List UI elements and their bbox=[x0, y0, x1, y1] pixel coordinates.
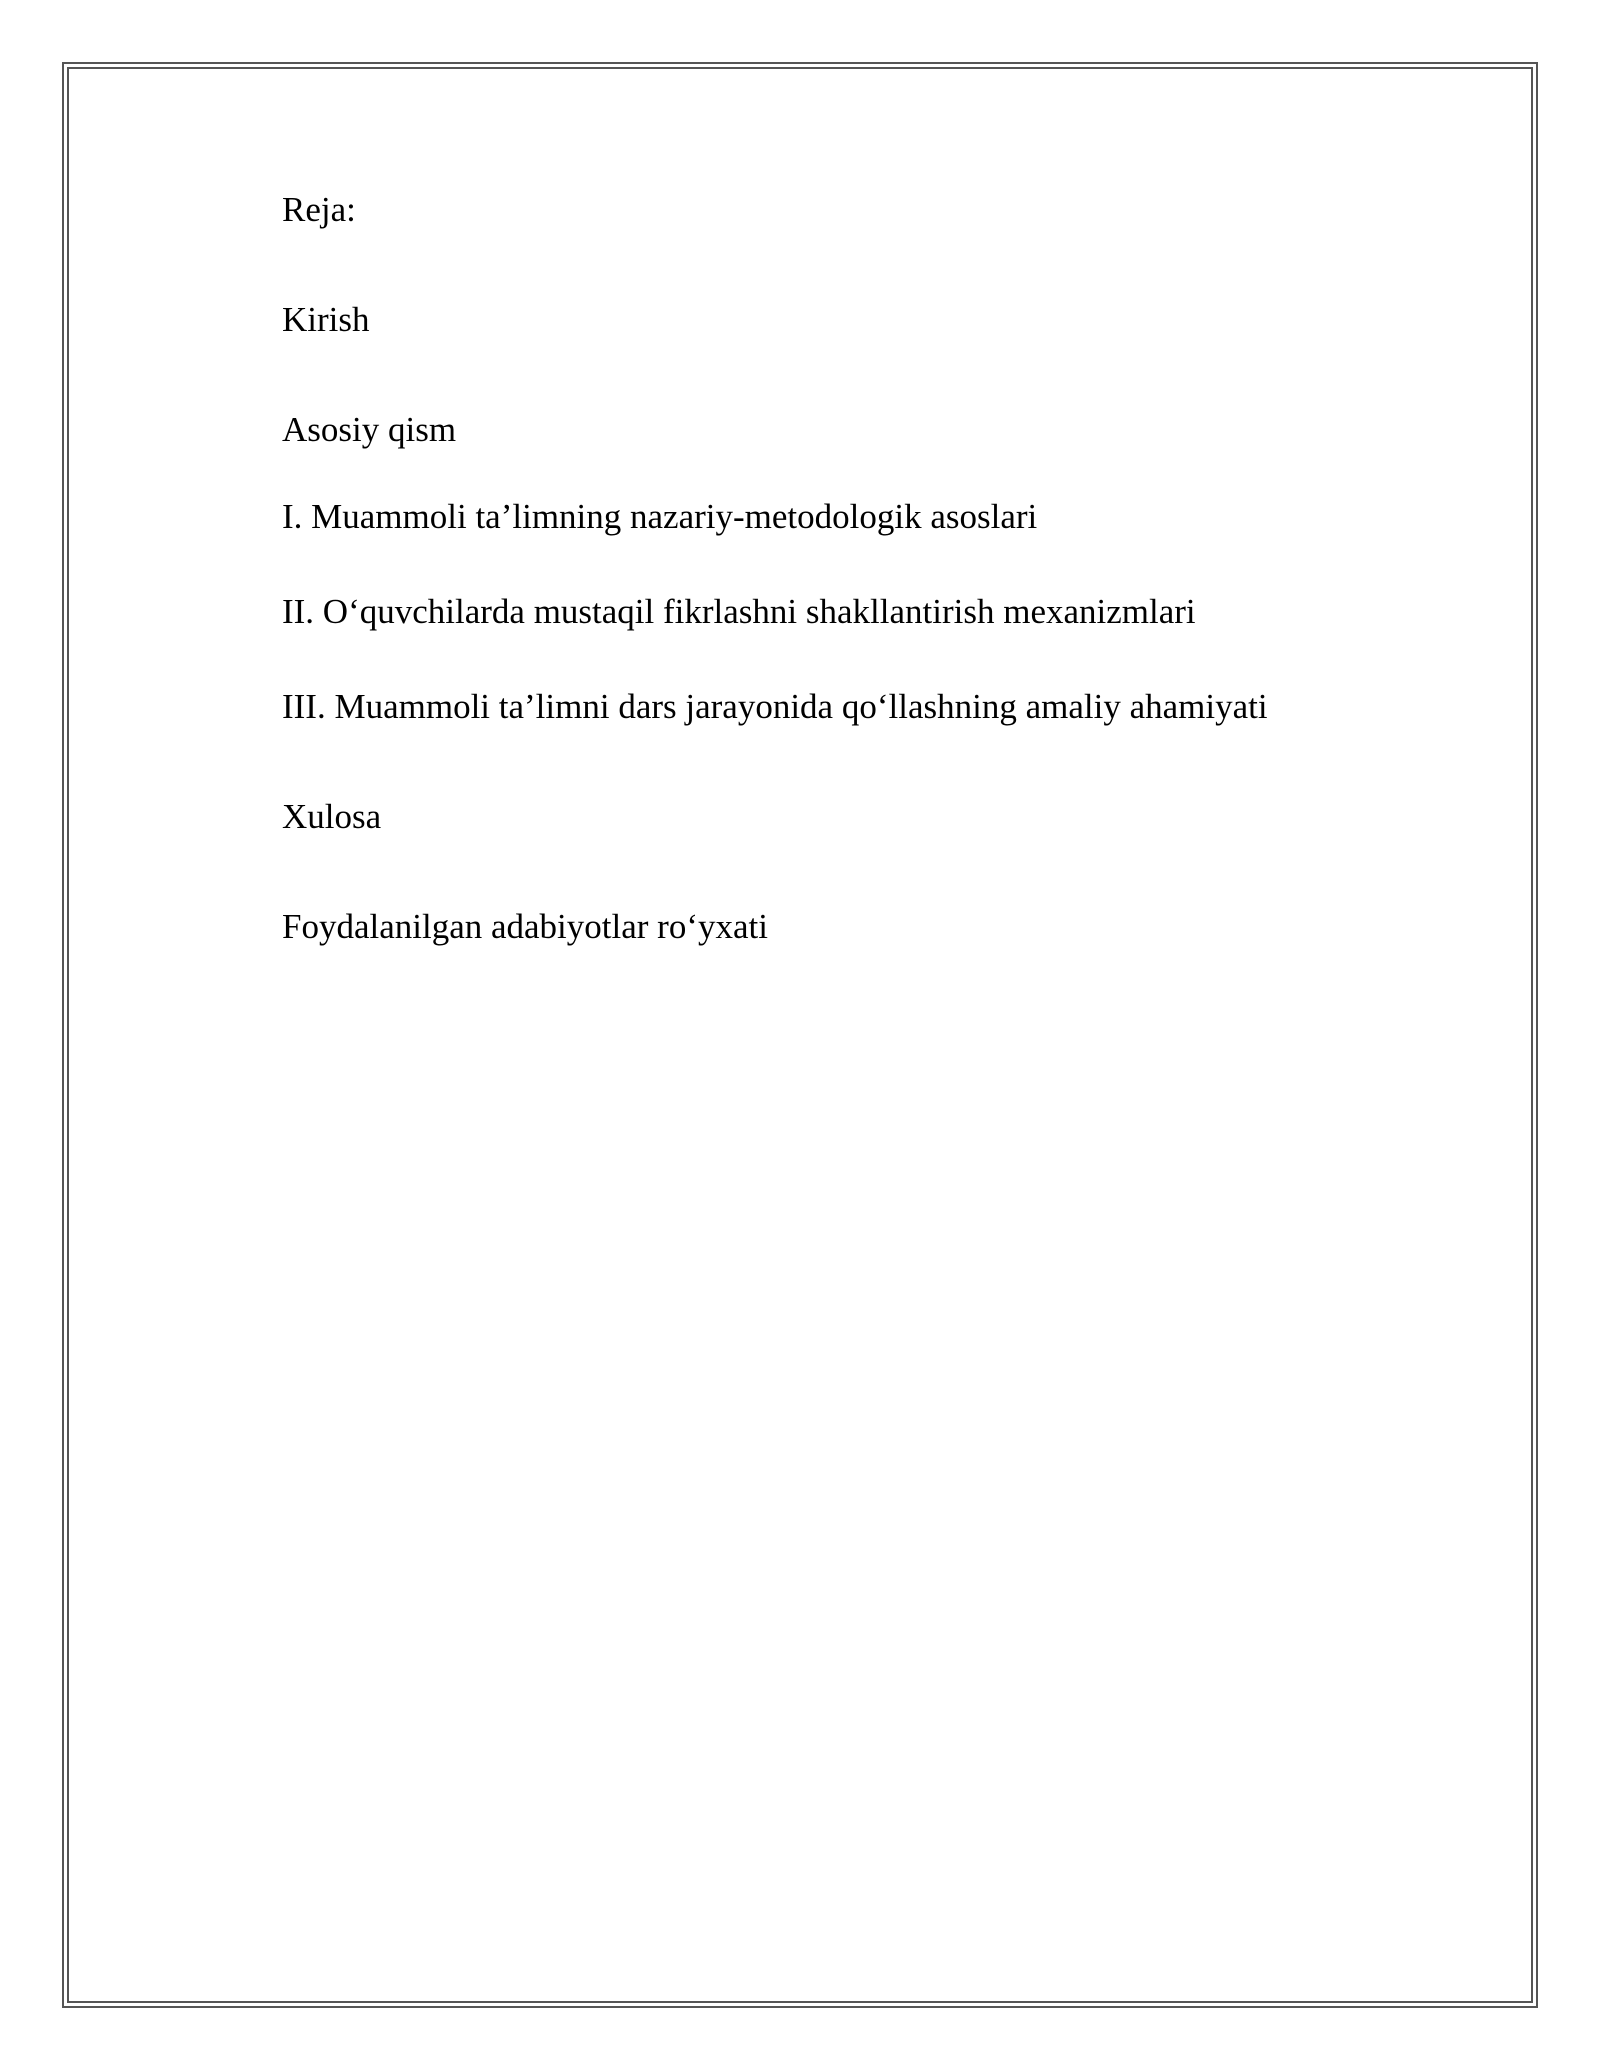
plan-item-references: Foydalanilgan adabiyotlar ro‘yxati bbox=[282, 907, 768, 946]
plan-item-main-part: Asosiy qism bbox=[282, 410, 457, 449]
plan-item-introduction: Kirish bbox=[282, 300, 370, 339]
plan-item-conclusion: Xulosa bbox=[282, 797, 382, 836]
plan-item-section-2: II. O‘quvchilarda mustaqil fikrlashni shakllantirish mexanizmlari bbox=[282, 592, 1196, 631]
page-border-inner bbox=[67, 67, 1533, 2003]
plan-item-section-3: III. Muammoli ta’limni dars jarayonida qo‘llashning amaliy ahamiyati bbox=[282, 687, 1268, 726]
page-border bbox=[62, 62, 1538, 2008]
plan-heading: Reja: bbox=[282, 190, 356, 229]
plan-item-section-1: I. Muammoli ta’limning nazariy-metodologik asoslari bbox=[282, 497, 1038, 536]
